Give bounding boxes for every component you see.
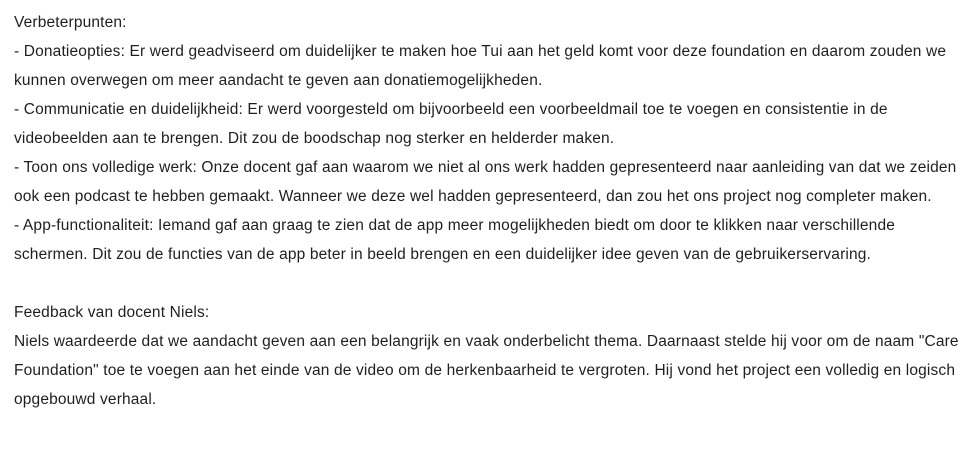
- paragraph-spacer: [14, 269, 962, 298]
- bullet-communicatie-en-duidelijkheid: - Communicatie en duidelijkheid: Er werd voorgesteld om bijvoorbeeld een voorbeeldmail toe te voegen en consistentie in de videobeelden aan te brengen. Dit zou de boodschap nog sterker en helderder maken.: [14, 101, 893, 147]
- section-heading-verbeterpunten: Verbeterpunten:: [14, 14, 127, 31]
- bullet-app-functionaliteit: - App-functionaliteit: Iemand gaf aan graag te zien dat de app meer mogelijkheden biedt om door te klikken naar verschillende schermen. Dit zou de functies van de app beter in beeld brengen en een duidelijker idee geven van de gebruikerservaring.: [14, 217, 900, 263]
- bullet-donatieopties: - Donatieopties: Er werd geadviseerd om duidelijker te maken hoe Tui aan het geld komt voor deze foundation en daarom zouden we kunnen overwegen om meer aandacht te geven aan donatiemogelijkheden.: [14, 43, 951, 89]
- bullet-toon-ons-volledige-werk: - Toon ons volledige werk: Onze docent gaf aan waarom we niet al ons werk hadden gepresenteerd naar aanleiding van dat we zeiden ook een podcast te hebben gemaakt. Wanneer we deze wel hadden gepresenteerd, dan zou het ons project nog completer maken.: [14, 159, 961, 205]
- paragraph-feedback-niels: Niels waardeerde dat we aandacht geven aan een belangrijk en vaak onderbelicht thema. Daarnaast stelde hij voor om de naam "Care Foundation" toe te voegen aan het einde van de video om de herkenbaarheid te vergroten. Hij vond het project een volledig en logisch opgebouwd verhaal.: [14, 333, 964, 408]
- section-heading-feedback-docent-niels: Feedback van docent Niels:: [14, 304, 210, 321]
